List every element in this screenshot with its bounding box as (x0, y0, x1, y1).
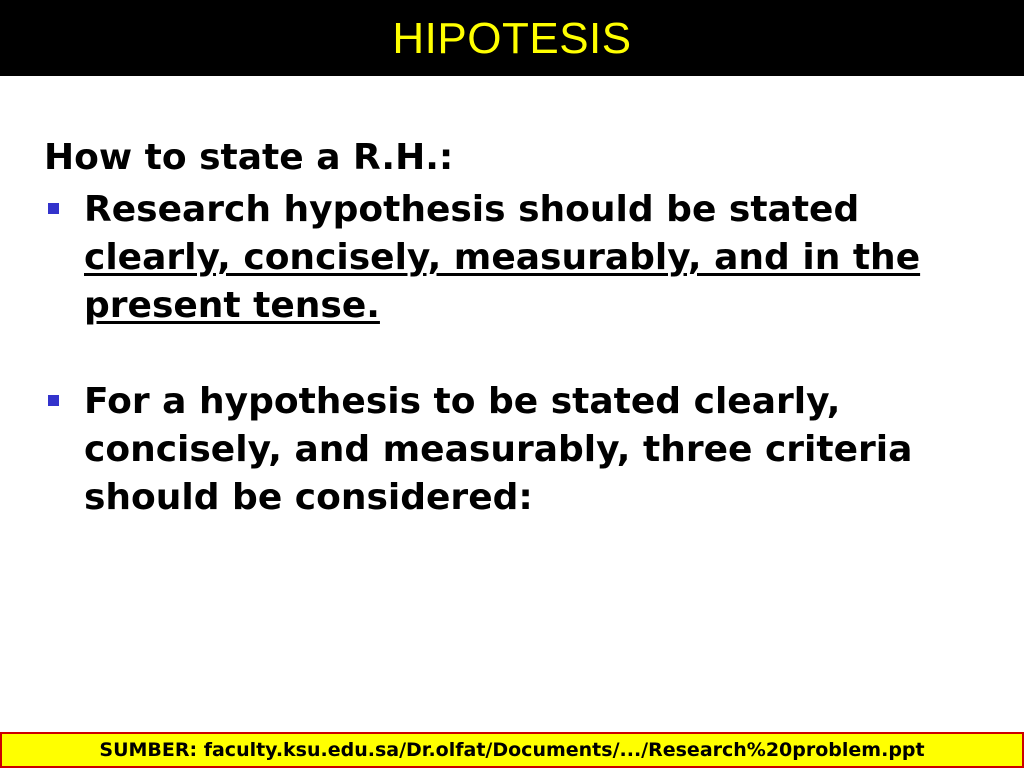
bullet-2-text: For a hypothesis to be stated clearly, concisely, and measurably, three criteria should be considered: (84, 381, 913, 518)
bullet-1-lead-text: Research hypothesis should be stated (84, 189, 860, 230)
source-citation: SUMBER: faculty.ksu.edu.sa/Dr.olfat/Documents/.../Research%20problem.ppt (99, 739, 925, 761)
bullet-item-2 (44, 378, 984, 522)
square-bullet-icon (48, 395, 59, 406)
bullet-item-1 (44, 186, 984, 330)
source-bar (0, 732, 1024, 768)
slide-title: HIPOTESIS (392, 14, 632, 63)
content-heading: How to state a R.H.: (44, 137, 454, 178)
title-bar (0, 0, 1024, 76)
slide-content (44, 134, 984, 522)
square-bullet-icon (48, 203, 59, 214)
bullet-1-underlined-text: clearly, concisely, measurably, and in the present tense. (84, 237, 921, 326)
